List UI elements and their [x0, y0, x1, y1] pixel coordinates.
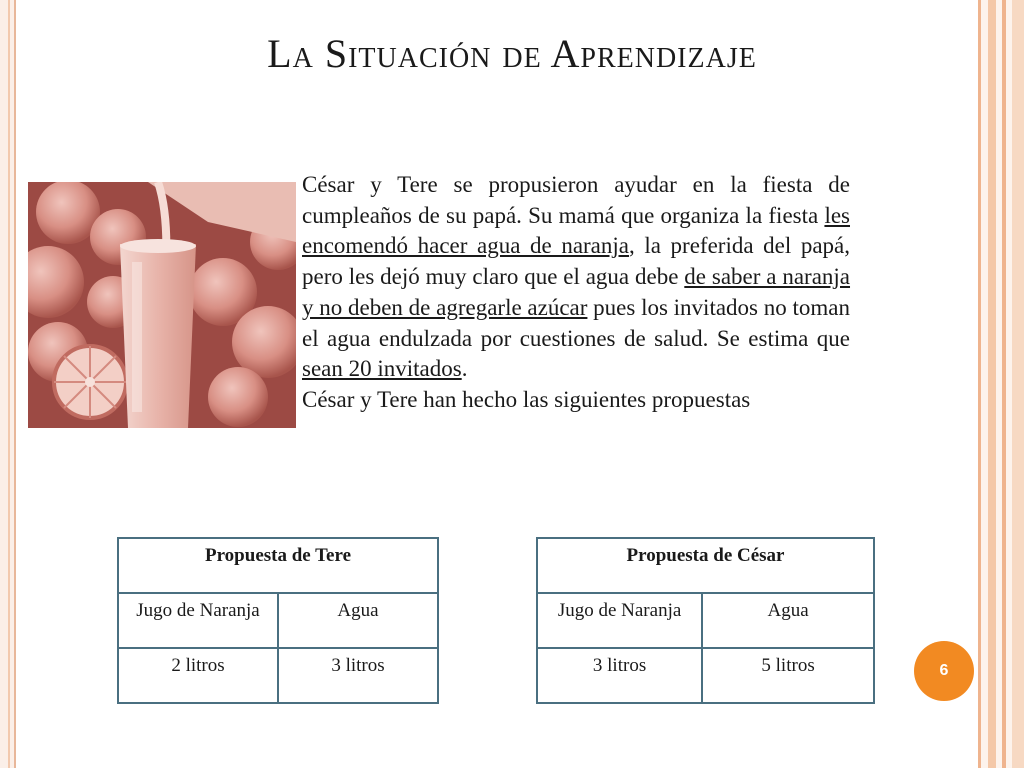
table-cell: 5 litros: [702, 648, 874, 703]
table-header: Propuesta de Tere: [118, 538, 438, 593]
paragraph-proposals: César y Tere han hecho las siguientes propuestas: [302, 386, 751, 412]
underlined-text-orange-water: les encomendó hacer agua de naranja: [302, 202, 850, 259]
table-tere-proposal: [117, 537, 439, 704]
text-segment: pues los invitados no toman el agua endulzada por cuestiones de salud. Se estima que: [302, 294, 850, 351]
table-cell: Agua: [702, 593, 874, 648]
situation-paragraph: [302, 170, 850, 416]
text-segment: César y Tere se propusieron ayudar en la fiesta de cumpleaños de su papá. Su mamá que organiza la fiesta: [302, 172, 850, 228]
text-segment: .: [461, 356, 468, 382]
table-cell: 3 litros: [278, 648, 438, 703]
underlined-text-guests: sean 20 invitados: [302, 356, 462, 382]
table-header: Propuesta de César: [537, 538, 874, 593]
orange-juice-photo: [28, 182, 296, 428]
table-cell: Jugo de Naranja: [537, 593, 702, 648]
table-cell: 2 litros: [118, 648, 278, 703]
paragraph-main: [302, 170, 850, 385]
left-border-decoration: [0, 0, 16, 768]
right-border-decoration: [978, 0, 1024, 768]
page-number-badge: 6: [914, 641, 974, 701]
table-cell: Agua: [278, 593, 438, 648]
slide-title: La Situación de Aprendizaje: [267, 31, 757, 76]
underlined-text-no-sugar: de saber a naranja y no deben de agregarle azúcar: [302, 264, 851, 320]
table-cell: 3 litros: [537, 648, 702, 703]
table-cell: Jugo de Naranja: [118, 593, 278, 648]
table-cesar-proposal: [536, 537, 875, 704]
text-segment: , la preferida del papá, pero les dejó muy claro que el agua debe: [302, 233, 850, 290]
